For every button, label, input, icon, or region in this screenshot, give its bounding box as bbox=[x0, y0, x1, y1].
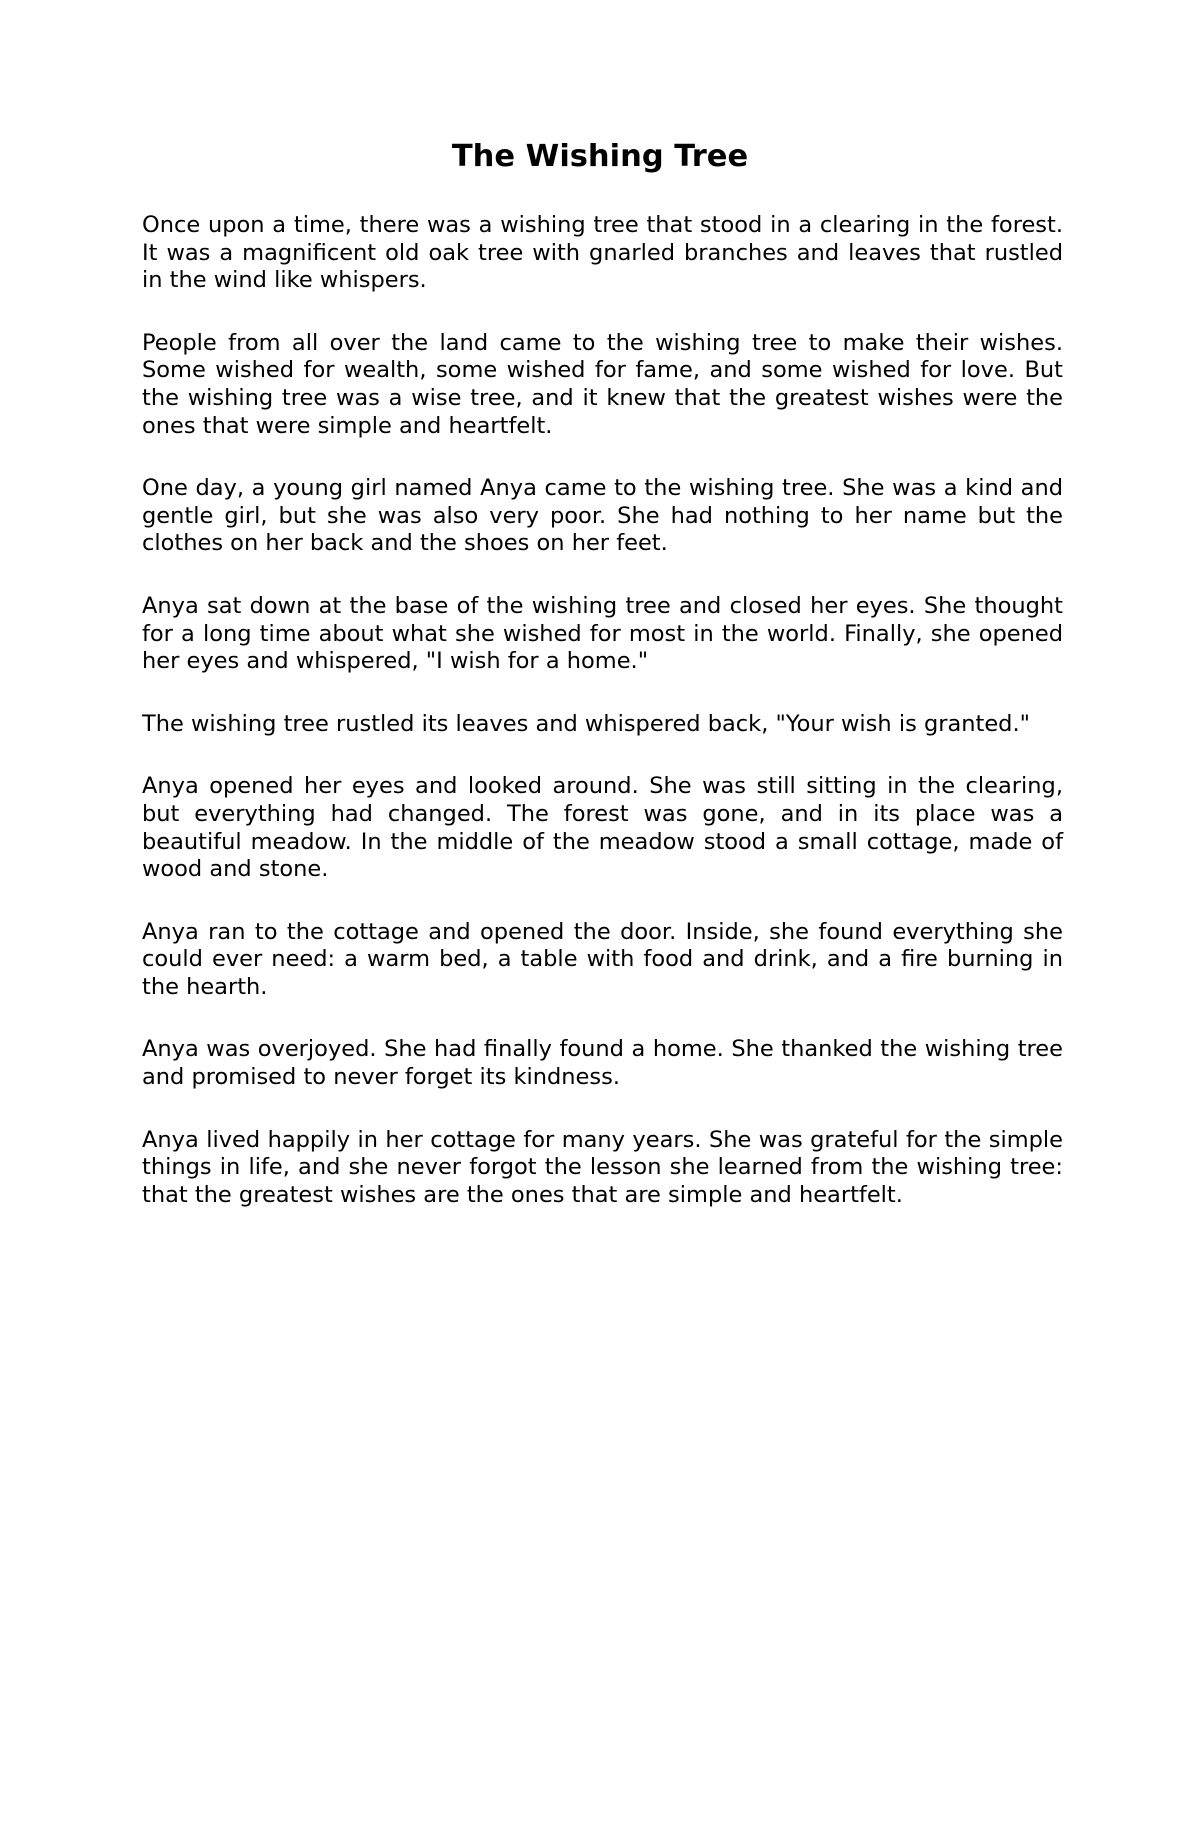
document-body bbox=[142, 212, 1063, 1244]
paragraph-1: Once upon a time, there was a wishing tree that stood in a clearing in the forest. It was a magnificent old oak tree with gnarled branches and leaves that rustled in the wind like whispers. bbox=[142, 212, 1063, 294]
paragraph-8: Anya was overjoyed. She had finally found a home. She thanked the wishing tree and promised to never forget its kindness. bbox=[142, 1036, 1063, 1091]
paragraph-7: Anya ran to the cottage and opened the door. Inside, she found everything she could ever need: a warm bed, a table with food and drink, and a fire burning in the hearth. bbox=[142, 918, 1063, 1000]
paragraph-3: One day, a young girl named Anya came to the wishing tree. She was a kind and gentle girl, but she was also very poor. She had nothing to her name but the clothes on her back and the shoes on her feet. bbox=[142, 475, 1063, 557]
paragraph-2: People from all over the land came to the wishing tree to make their wishes. Some wished for wealth, some wished for fame, and some wished for love. But the wishing tree was a wise tree, and it knew that the greatest wishes were the ones that were simple and heartfelt. bbox=[142, 329, 1063, 439]
paragraph-9: Anya lived happily in her cottage for many years. She was grateful for the simple things in life, and she never forgot the lesson she learned from the wishing tree: that the greatest wishes are the ones that are simple and heartfelt. bbox=[142, 1126, 1063, 1208]
paragraph-6: Anya opened her eyes and looked around. She was still sitting in the clearing, but everything had changed. The forest was gone, and in its place was a beautiful meadow. In the middle of the meadow stood a small cottage, made of wood and stone. bbox=[142, 773, 1063, 883]
paragraph-5: The wishing tree rustled its leaves and whispered back, "Your wish is granted." bbox=[142, 710, 1030, 737]
document-title: The Wishing Tree bbox=[451, 139, 749, 174]
paragraph-4: Anya sat down at the base of the wishing tree and closed her eyes. She thought for a long time about what she wished for most in the world. Finally, she opened her eyes and whispered, "I wish for a home." bbox=[142, 592, 1063, 675]
